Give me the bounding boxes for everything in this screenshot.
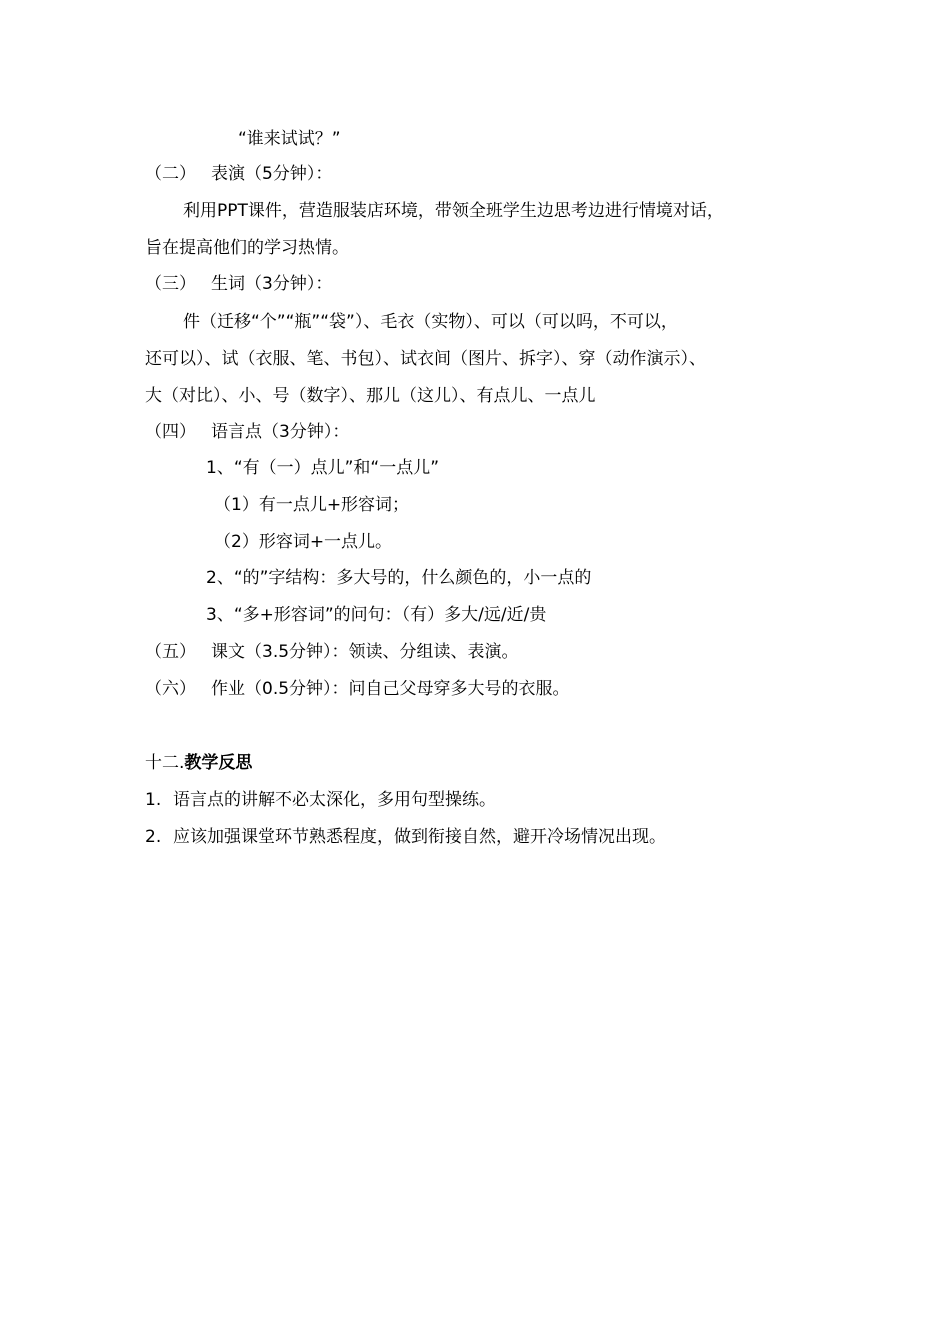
section-6-number: （六） [145,679,196,699]
reflection-item-1-number: 1. [145,790,162,810]
section-3-heading [145,273,332,295]
reflection-prefix: 十二. [145,753,185,773]
language-point-1 [206,457,439,479]
section-2-number: （二） [145,164,196,184]
section-5-title: 课文（3.5分钟）：领读、分组读、表演。 [211,642,519,662]
section-3-title: 生词（3分钟）： [211,274,333,294]
section-3-paragraph-line-2 [145,348,706,370]
section-2-paragraph-text-1: 利用PPT课件，营造服装店环境，带领全班学生边思考边进行情境对话， [183,201,724,221]
language-point-3 [206,604,546,626]
reflection-item-2-number: 2. [145,827,162,847]
language-point-2 [206,567,591,589]
section-6-title: 作业（0.5分钟）：问自己父母穿多大号的衣服。 [211,679,570,699]
reflection-heading [145,752,252,774]
language-point-1b [214,531,392,553]
reflection-item-1-text: 语言点的讲解不必太深化，多用句型操练。 [173,790,496,810]
section-2-title: 表演（5分钟）： [211,164,333,184]
reflection-item-2-text: 应该加强课堂环节熟悉程度，做到衔接自然，避开冷场情况出现。 [173,827,666,847]
section-5-heading [145,641,519,663]
language-point-1-text: 1、“有（一）点儿”和“一点儿” [206,458,440,478]
section-3-number: （三） [145,274,196,294]
section-4-number: （四） [145,422,196,442]
section-2-heading [145,163,332,185]
section-2-paragraph-line-1 [183,200,724,222]
section-5-number: （五） [145,642,196,662]
section-2-paragraph-line-2 [145,237,349,259]
section-3-paragraph-line-1 [183,311,678,333]
section-4-heading [145,421,349,443]
section-3-paragraph-line-3 [145,385,596,407]
quote-text: “谁来试试？” [238,129,341,149]
section-2-paragraph-text-2: 旨在提高他们的学习热情。 [145,238,349,258]
language-point-1b-text: （2）形容词+一点儿。 [214,532,393,552]
language-point-3-text: 3、“多+形容词”的问句：（有）多大/远/近/贵 [206,605,547,625]
section-6-heading [145,678,570,700]
language-point-2-text: 2、“的”字结构：多大号的，什么颜色的，小一点的 [206,568,592,588]
reflection-item-2 [145,826,666,848]
section-4-title: 语言点（3分钟）： [211,422,350,442]
section-3-paragraph-text-2: 还可以）、试（衣服、笔、书包）、试衣间（图片、拆字）、穿（动作演示）、 [145,349,706,369]
quote-line [238,128,341,150]
section-3-paragraph-text-1: 件（迁移“个”“瓶”“袋”）、毛衣（实物）、可以（可以吗，不可以， [183,312,678,332]
language-point-1a [214,494,409,516]
reflection-item-1 [145,789,496,811]
reflection-title: 教学反思 [184,753,253,773]
language-point-1a-text: （1）有一点儿+形容词； [214,495,410,515]
section-3-paragraph-text-3: 大（对比）、小、号（数字）、那儿（这儿）、有点儿、一点儿 [145,386,596,406]
